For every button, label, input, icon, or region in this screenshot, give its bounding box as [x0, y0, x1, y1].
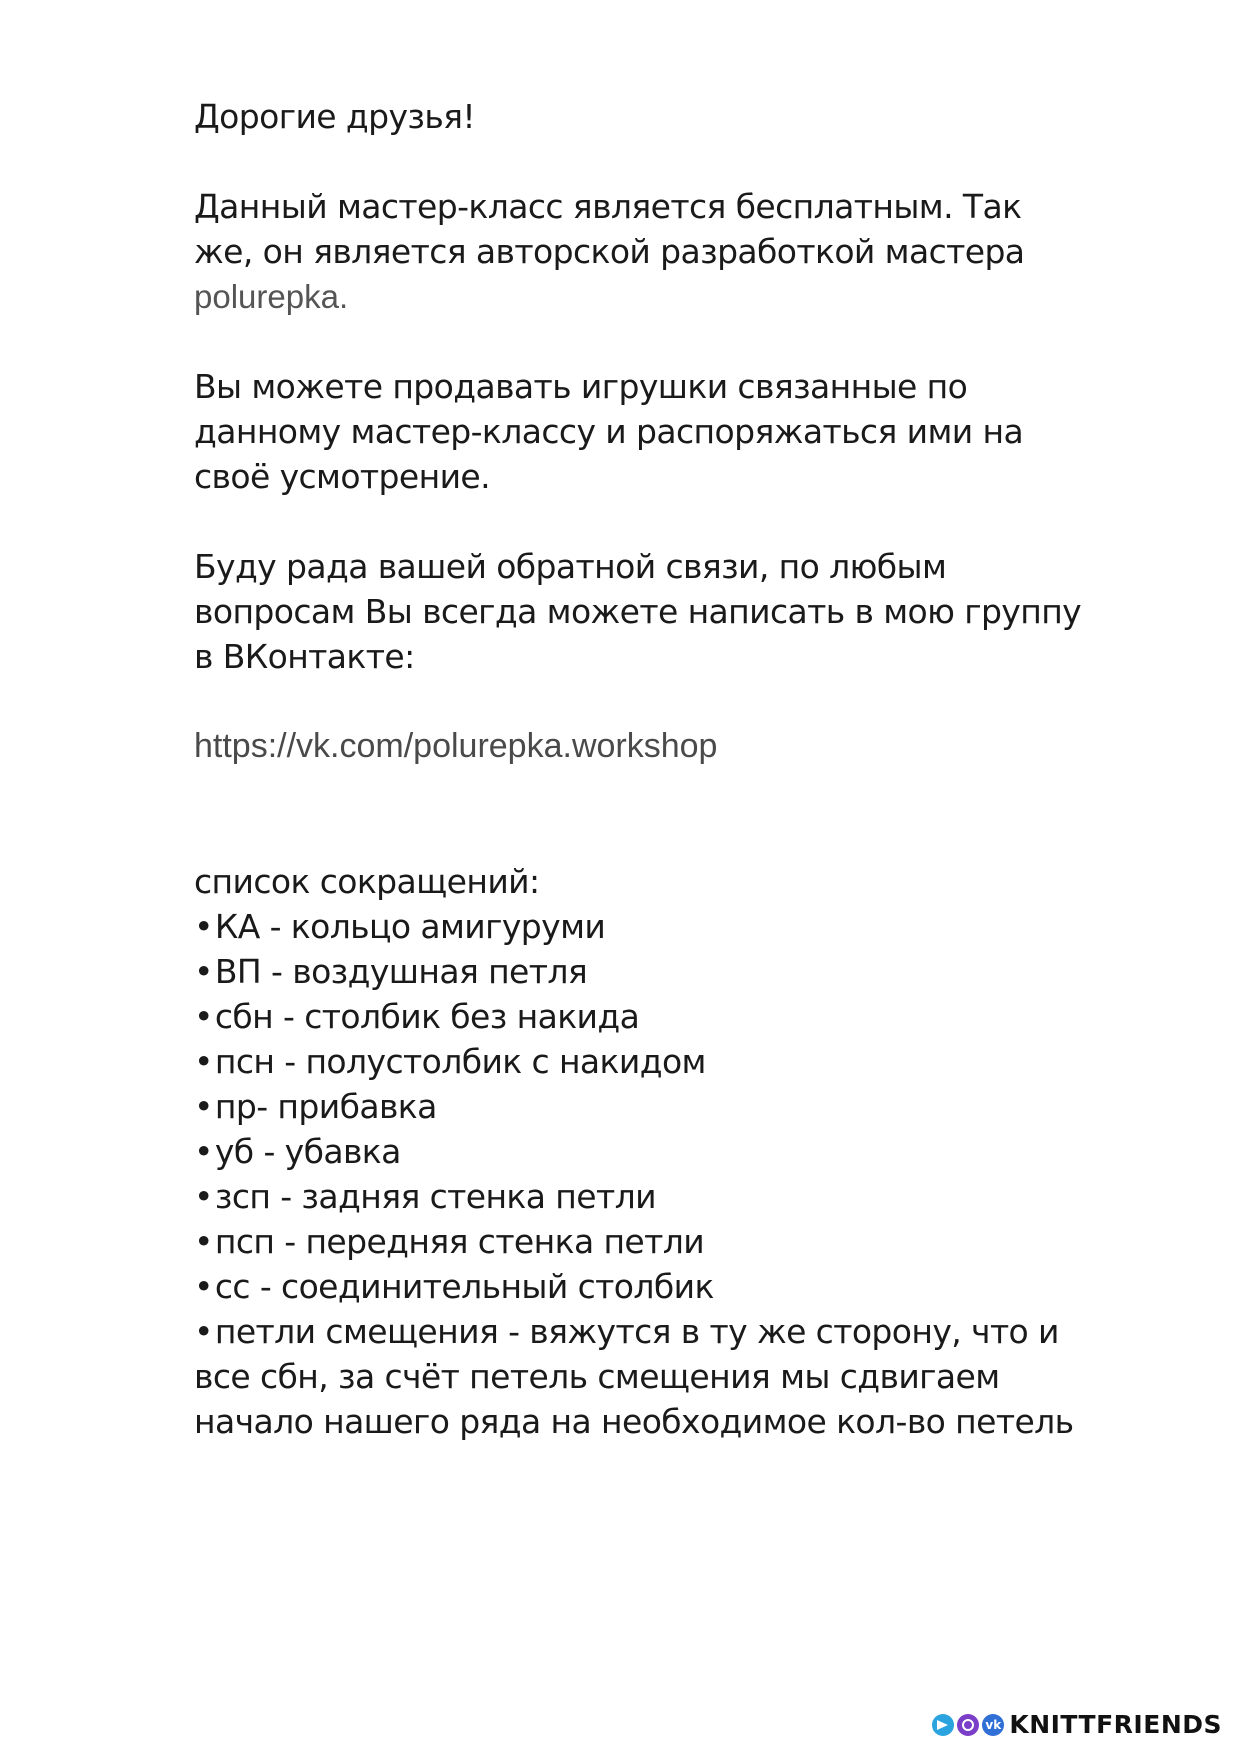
list-item — [194, 1129, 1094, 1174]
sales-line-1: Вы можете продавать игрушки связанные по — [194, 367, 968, 406]
list-item-continuation: начало нашего ряда на необходимое кол-во петель — [194, 1402, 1074, 1441]
abbreviation-text: ВП - воздушная петля — [214, 952, 588, 991]
abbreviations-title: список сокращений: — [194, 862, 540, 901]
list-item — [194, 1174, 1094, 1219]
bullet: • — [194, 1177, 213, 1216]
bullet: • — [194, 997, 213, 1036]
intro-line-2: же, он является авторской разработкой мастера — [194, 232, 1025, 271]
bullet: • — [194, 1312, 213, 1351]
list-item — [194, 904, 1094, 949]
bullet: • — [194, 1042, 213, 1081]
abbreviation-text: сбн - столбик без накида — [214, 997, 640, 1036]
abbreviation-text: зсп - задняя стенка петли — [214, 1177, 656, 1216]
abbreviation-text: уб - убавка — [214, 1132, 401, 1171]
list-item — [194, 1219, 1094, 1264]
feedback-paragraph — [194, 544, 1094, 679]
list-item — [194, 1039, 1094, 1084]
abbreviations-list — [194, 904, 1094, 1444]
abbreviation-text: псп - передняя стенка петли — [214, 1222, 705, 1261]
list-item — [194, 949, 1094, 994]
list-item — [194, 994, 1094, 1039]
abbreviation-text: петли смещения - вяжутся в ту же сторону, что и — [214, 1312, 1059, 1351]
bullet: • — [194, 1087, 213, 1126]
feedback-line-1: Буду рада вашей обратной связи, по любым — [194, 547, 947, 586]
list-item-continuation: все сбн, за счёт петель смещения мы сдвигаем — [194, 1357, 1000, 1396]
sales-line-2: данному мастер-классу и распоряжаться ими на — [194, 412, 1024, 451]
abbreviation-text: КА - кольцо амигуруми — [214, 907, 606, 946]
vk-icon: vk — [982, 1714, 1004, 1736]
feedback-line-2: вопросам Вы всегда можете написать в мою группу — [194, 592, 1082, 631]
telegram-icon — [932, 1714, 954, 1736]
abbreviation-text: пр- прибавка — [214, 1087, 437, 1126]
sales-line-3: своё усмотрение. — [194, 457, 491, 496]
vk-group-link[interactable]: https://vk.com/polurepka.workshop — [194, 727, 718, 765]
bullet: • — [194, 1132, 213, 1171]
greeting: Дорогие друзья! — [194, 97, 476, 136]
intro-paragraph — [194, 184, 1094, 319]
abbreviation-text: псн - полустолбик с накидом — [214, 1042, 706, 1081]
brand-name: KNITTFRIENDS — [1009, 1710, 1222, 1739]
footer-watermark — [932, 1710, 1222, 1739]
bullet: • — [194, 907, 213, 946]
sales-paragraph — [194, 364, 1094, 499]
list-item — [194, 1084, 1094, 1129]
bullet: • — [194, 952, 213, 991]
bullet: • — [194, 1222, 213, 1261]
document-body — [194, 94, 1094, 1444]
list-item — [194, 1309, 1094, 1354]
bullet: • — [194, 1267, 213, 1306]
abbreviation-text: сс - соединительный столбик — [214, 1267, 714, 1306]
instagram-icon — [957, 1714, 979, 1736]
intro-line-1: Данный мастер-класс является бесплатным. Так — [194, 187, 1022, 226]
list-item — [194, 1264, 1094, 1309]
feedback-line-3: в ВКонтакте: — [194, 637, 415, 676]
author-name: polurepka. — [194, 278, 349, 315]
